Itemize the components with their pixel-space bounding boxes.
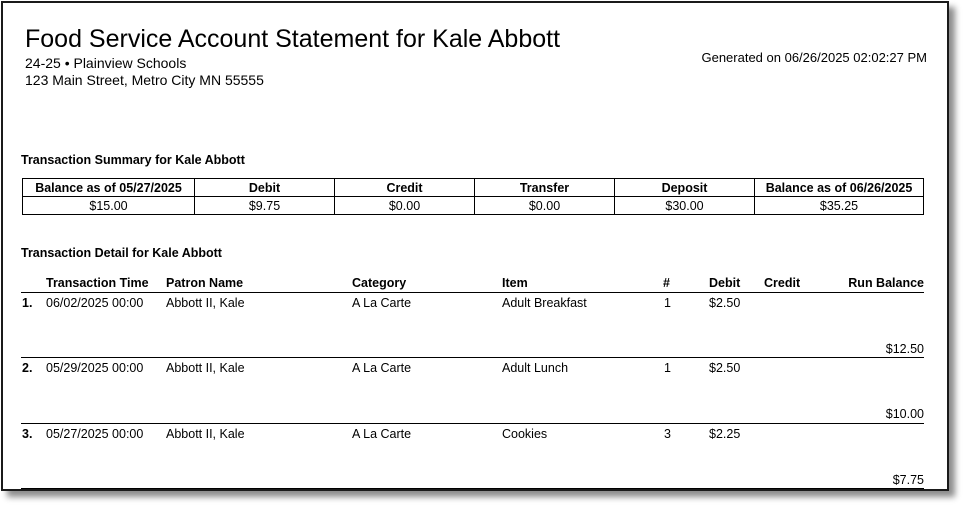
summary-credit: $0.00 <box>335 197 475 215</box>
row-item: Adult Lunch <box>502 361 569 375</box>
row-debit: $2.50 <box>709 296 741 310</box>
detail-col-qty: # <box>663 276 670 290</box>
table-row <box>3 424 947 490</box>
summary-col-credit: Credit <box>335 179 475 197</box>
summary-col-debit: Debit <box>195 179 335 197</box>
school-year-line: 24-25 • Plainview Schools <box>25 55 187 71</box>
summary-col-deposit: Deposit <box>615 179 755 197</box>
row-time: 06/02/2025 00:00 <box>46 296 144 310</box>
detail-col-category: Category <box>352 276 407 290</box>
row-patron: Abbott II, Kale <box>166 427 245 441</box>
row-patron: Abbott II, Kale <box>166 361 245 375</box>
row-number: 3. <box>22 427 33 441</box>
row-time: 05/27/2025 00:00 <box>46 427 144 441</box>
row-qty: 1 <box>664 296 671 310</box>
generated-timestamp: Generated on 06/26/2025 02:02:27 PM <box>701 50 927 65</box>
detail-heading: Transaction Detail for Kale Abbott <box>21 246 222 260</box>
summary-end-balance: $35.25 <box>755 197 924 215</box>
summary-col-end-balance: Balance as of 06/26/2025 <box>755 179 924 197</box>
table-row <box>3 358 947 424</box>
detail-col-debit: Debit <box>709 276 741 290</box>
row-category: A La Carte <box>352 296 412 310</box>
row-balance: $12.50 <box>885 342 924 356</box>
row-qty: 1 <box>664 361 671 375</box>
statement-page <box>1 1 949 491</box>
summary-heading: Transaction Summary for Kale Abbott <box>21 153 245 167</box>
statement-title: Food Service Account Statement for Kale Abbott <box>25 25 561 53</box>
summary-transfer: $0.00 <box>475 197 615 215</box>
detail-col-patron: Patron Name <box>166 276 244 290</box>
row-divider <box>21 488 924 489</box>
row-item: Cookies <box>502 427 548 441</box>
row-balance: $10.00 <box>885 407 924 421</box>
row-balance: $7.75 <box>892 473 924 487</box>
summary-header-row <box>23 179 924 197</box>
row-category: A La Carte <box>352 427 412 441</box>
detail-col-item: Item <box>502 276 528 290</box>
table-row <box>3 293 947 359</box>
school-address: 123 Main Street, Metro City MN 55555 <box>25 72 264 88</box>
summary-debit: $9.75 <box>195 197 335 215</box>
row-qty: 3 <box>664 427 671 441</box>
summary-start-balance: $15.00 <box>23 197 195 215</box>
row-patron: Abbott II, Kale <box>166 296 245 310</box>
detail-col-credit: Credit <box>764 276 801 290</box>
row-category: A La Carte <box>352 361 412 375</box>
row-number: 1. <box>22 296 33 310</box>
summary-deposit: $30.00 <box>615 197 755 215</box>
row-item: Adult Breakfast <box>502 296 587 310</box>
row-debit: $2.50 <box>709 361 741 375</box>
summary-col-start-balance: Balance as of 05/27/2025 <box>23 179 195 197</box>
statement-subheader <box>25 55 264 89</box>
row-debit: $2.25 <box>709 427 741 441</box>
detail-col-time: Transaction Time <box>46 276 149 290</box>
detail-col-balance: Run Balance <box>848 276 924 290</box>
row-time: 05/29/2025 00:00 <box>46 361 144 375</box>
row-number: 2. <box>22 361 33 375</box>
summary-table <box>22 178 924 215</box>
summary-value-row <box>23 197 924 215</box>
summary-col-transfer: Transfer <box>475 179 615 197</box>
